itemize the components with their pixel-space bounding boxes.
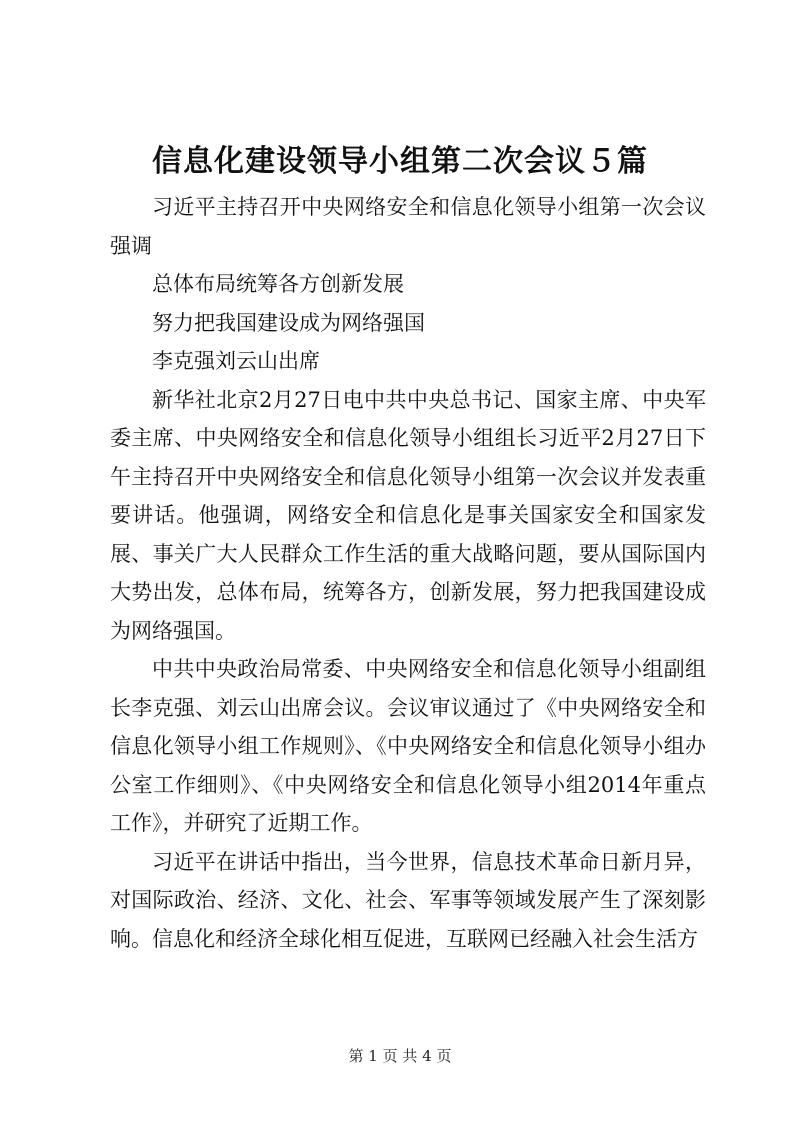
paragraph-attendees: 李克强刘云山出席 xyxy=(152,349,320,373)
paragraph-body-1: 新华社北京2月27日电中共中央总书记、国家主席、中央军委主席、中央网络安全和信息化领导小组组长习近平2月27日下午主持召开中央网络安全和信息化领导小组第一次会议并发表重要讲话。他强调，网络安全和信息化是事关国家安全和国家发展、事关广大人民群众工作生活的重大战略问题，要从国际国内大势出发，总体布局，统筹各方，创新发展，努力把我国建设成为网络强国。 xyxy=(110,387,706,643)
paragraph-subhead-2: 努力把我国建设成为网络强国 xyxy=(152,310,425,335)
paragraph-headline: 习近平主持召开中央网络安全和信息化领导小组第一次会议强调 xyxy=(110,195,706,258)
paragraph-subhead-1: 总体布局统筹各方创新发展 xyxy=(152,272,404,296)
document-body xyxy=(110,188,706,958)
paragraph-body-3: 习近平在讲话中指出，当今世界，信息技术革命日新月异，对国际政治、经济、文化、社会、军事等领域发展产生了深刻影响。信息化和经济全球化相互促进，互联网已经融入社会生活方 xyxy=(110,849,706,951)
document-title: 信息化建设领导小组第二次会议５篇 xyxy=(152,144,648,179)
page-footer: 第 1 页 共 4 页 xyxy=(348,1047,452,1065)
paragraph-body-2: 中共中央政治局常委、中央网络安全和信息化领导小组副组长李克强、刘云山出席会议。会议审议通过了《中央网络安全和信息化领导小组工作规则》、《中央网络安全和信息化领导小组办公室工作细则》、《中央网络安全和信息化领导小组2014年重点工作》，并研究了近期工作。 xyxy=(110,657,706,835)
